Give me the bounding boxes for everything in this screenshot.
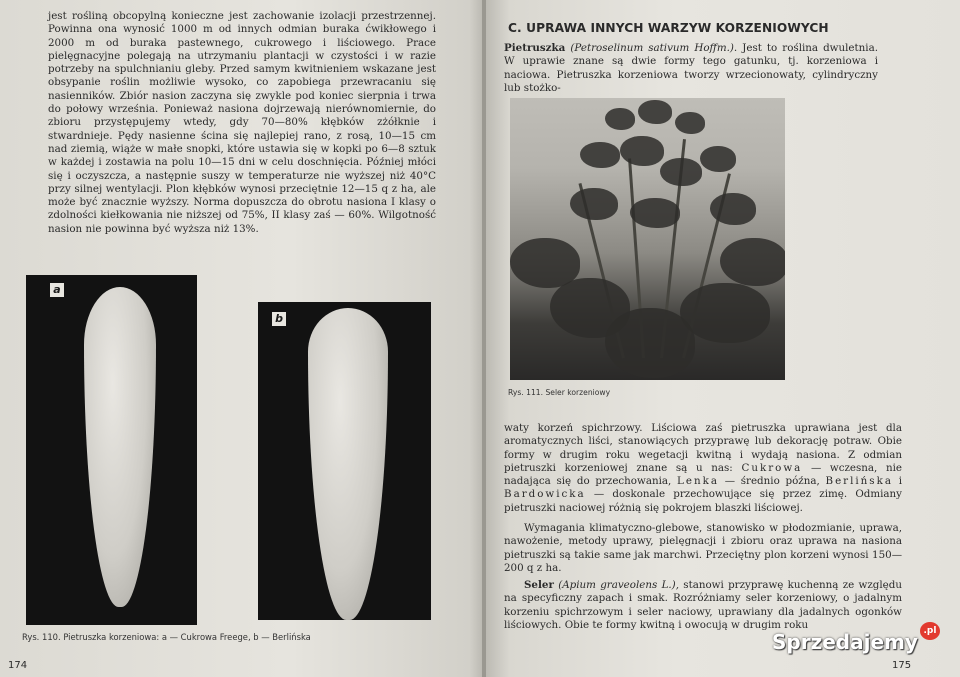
intro-text: Jest to roślina dwuletnia. W uprawie znane są dwie formy tego gatunku, tj. korzeniowa i naciowa. Pietruszka korzeniowa tworzy wrzecionowaty, cylindryczny lub stożko- bbox=[504, 42, 878, 94]
para1-text-c: — średnio późna, bbox=[724, 475, 820, 488]
leaf bbox=[620, 136, 664, 166]
right-paragraph-2: Wymagania klimatyczno-glebowe, stanowisko w płodozmianie, uprawa, nawożenie, metody uprawy, pielęgnacji i zbioru oraz uprawa na nasiona pietruszki są takie same jak marchwi. Przeciętny plon korzeni wynosi 150—200 q z ha. bbox=[504, 522, 902, 574]
leaf bbox=[605, 108, 635, 130]
leaf bbox=[638, 100, 672, 124]
seler-text: stanowi przyprawę kuchenną ze względu na specyficzny zapach i smak. Rozróżniamy seler korzeniowy, o jadalnym korzeniu spichrzowym i seler naciowy, uprawiany dla jadalnych ogonków liściowych. Obie te formy kwitną i owocują w drugim roku bbox=[504, 579, 902, 631]
leaf bbox=[630, 198, 680, 228]
para1-text-b: — wczesna, nie nadająca się do przechowania, bbox=[504, 461, 902, 488]
intro-term: Pietruszka bbox=[504, 42, 566, 54]
leaf bbox=[660, 158, 702, 186]
intro-latin: (Petroselinum sativum Hoffm.). bbox=[570, 42, 738, 54]
variety-cukrowa: Cukrowa bbox=[741, 461, 803, 474]
para1-text-d: i bbox=[898, 475, 902, 488]
figure-caption: Rys. 110. Pietruszka korzeniowa: a — Cukrowa Freege, b — Berlińska bbox=[22, 632, 311, 642]
seler-latin: (Apium graveolens L.), bbox=[558, 579, 679, 591]
right-page bbox=[486, 0, 960, 677]
figure-a-label: a bbox=[50, 283, 64, 297]
celery-photo bbox=[510, 98, 785, 380]
leaf bbox=[570, 188, 618, 220]
right-paragraph-1 bbox=[504, 422, 902, 515]
watermark-suffix: .pl bbox=[920, 622, 940, 640]
photo-caption: Rys. 111. Seler korzeniowy bbox=[508, 388, 611, 397]
intro-paragraph bbox=[504, 42, 878, 95]
figure-b bbox=[258, 302, 431, 620]
leaf bbox=[605, 308, 695, 378]
watermark-logo: Sprzedajemy bbox=[772, 630, 918, 654]
parsley-root-b bbox=[308, 308, 388, 620]
figure-b-label: b bbox=[272, 312, 286, 326]
leaf bbox=[710, 193, 756, 225]
figure-a bbox=[26, 275, 197, 625]
leaf bbox=[580, 142, 620, 168]
leaf bbox=[700, 146, 736, 172]
left-paragraph: jest rośliną obcopylną konieczne jest zachowanie izolacji przestrzennej. Powinna ona wynosić 1000 m od innych odmian buraka ćwikłowego i 2000 m od buraka pastewnego, cukrowego i liściowego. Prace pielęgnacyjne polegają na utrzymaniu plantacji w czystości i w razie potrzeby na spulchnianiu gleby. Przed samym kwitnieniem wskazane jest obsypanie roślin możliwie wysoko, co zapobiega przewracaniu się nasienników. Zbiór nasion zaczyna się zwykle pod koniec sierpnia i trwa do połowy września. Ponieważ nasiona dojrzewają nierównomiernie, do zbioru przystępujemy wtedy, gdy 70—80% kłębków zżółknie i stwardnieje. Pędy nasienne ścina się najlepiej rano, z rosą, 10—15 cm nad ziemią, wiąże w małe snopki, które ustawia się w kopki po 6—8 sztuk w każdej i zostawia na polu 10—15 dni w celu doschnięcia. Później młóci się i oczyszcza, a następnie suszy w temperaturze nie wyższej niż 40°C przy silnej wentylacji. Plon kłębków wynosi przeciętnie 12—15 q z ha, ale może być znacznie wyższy. Norma dopuszcza do obrotu nasiona I klasy o zdolności kiełkowania nie niższej od 75%, II klasy zaś — 60%. Wilgotność nasion nie powinna być wyższa niż 13%. bbox=[48, 10, 436, 235]
para1-text-e: — doskonale przechowujące się przez zimę. Odmiany pietruszki naciowej różnią się pokrojem blaszki liściowej. bbox=[504, 488, 903, 514]
page-number-right: 175 bbox=[892, 660, 912, 671]
leaf bbox=[675, 112, 705, 134]
parsley-root-a bbox=[84, 287, 156, 607]
section-heading: C. UPRAWA INNYCH WARZYW KORZENIOWYCH bbox=[508, 21, 829, 35]
variety-lenka: Lenka bbox=[677, 475, 719, 488]
right-paragraph-3 bbox=[504, 579, 902, 632]
leaf bbox=[720, 238, 785, 286]
variety-berlinska: Berlińska bbox=[825, 475, 893, 488]
seler-term: Seler bbox=[524, 579, 554, 591]
para1-text-a: waty korzeń spichrzowy. Liściowa zaś pietruszka uprawiana jest dla aromatycznych liści, stanowiących przyprawę lub dekorację potraw. Obie formy w drugim roku wegetacji kwitną i wydają nasiona. Z odmian pietruszki korzeniowej znane są u nas: bbox=[504, 422, 902, 474]
page-number-left: 174 bbox=[8, 660, 28, 671]
variety-bardowicka: Bardowicka bbox=[504, 488, 586, 501]
